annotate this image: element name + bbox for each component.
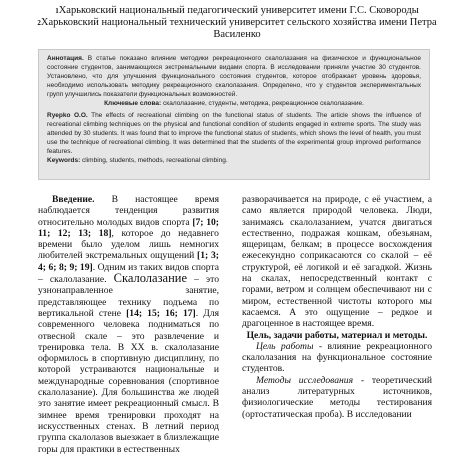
goal-paragraph: Цель работы - влияние рекреационного скалолазания на функциональное состояние студентов. bbox=[242, 340, 432, 375]
nature-paragraph: разворачивается на природе, с её участием, а само является природой человека. Люди, занимаясь скалолазанием, учатся двигаться естественно, подражая кошкам, обезьянам, ящерицам, белкам; в процессе восхождения ежесекундно соприкасаются со скалой – её структурой, её логикой и её загадкой. Жизнь на скалах, непосредственный контакт с горами, ветром и солнцем обеспечивают ни с миром, естественной чистоты которого мы касаемся. А это ощущение – редкое и драгоценное в настоящее время. bbox=[242, 194, 432, 330]
abstract-ru-text: В статье показано влияние методики рекреационного скалолазания на физическое и функциональное состояние студентов, занимающихся экстремальными видами спорта. В исследовании приняли участие 30 студентов. Установлено, что для улучшения функционального состояния студентов, которое отображает уровень здоровья, необходимо использовать методику рекреационного скалолазания. Определено, что у студентов экспериментальных групп улучшились показатели функциональных возможностей. bbox=[47, 55, 421, 98]
right-column bbox=[242, 194, 432, 420]
citation: [7; 10; 11; 12; 13; 18] bbox=[38, 216, 220, 239]
intro-paragraph: Введение. В настоящее время наблюдается тенденция развития относительно молодых видов спорта [7; 10; 11; 12; 13; 18], которое до недавнего времени было уделом лишь немногих любителей экстремальных ощущений [1; 3; 4; 6; 8; 9; 19]. Одним из таких видов спорта – скалолазание. Скалолазание – это узнонаправленное занятие, представляющее технику подъема по вертикальной стене [14; 15; 16; 17]. Для современного человека подниматься по отвесной скале – это развлечение и тренировка тела. В XX в. скалолазание оформилось в спортивную дисциплину, по которой устраиваются национальные и международные соревнования (спортивное скалолазание). Для большинства же людей это занятие имеет рекреационный смысл. В зимнее время тренировки проходят на искусственных стенах. В летний период группа скалолазов выезжает в близлежащие горы для практики в естественных bbox=[38, 194, 220, 455]
affiliation-1-text: Харьковский национальный педагогический университет имени Г.С. Сковороды bbox=[58, 5, 419, 16]
affiliation-2: $^2$Харьковский национальный технический университет сельского хозяйства имени Петра bbox=[37, 17, 437, 28]
keywords-en-text: climbing, students, methods, recreational climbing. bbox=[82, 157, 228, 164]
methods-paragraph: Методы исследования - теоретический анализ литературных источников, физиологические методы тестирования (ортостатическая проба). В исследовании bbox=[242, 374, 433, 420]
methods-label: Методы исследования bbox=[256, 374, 354, 386]
goal-label: Цель работы bbox=[256, 340, 314, 352]
abstract-ru bbox=[47, 54, 421, 99]
keywords-en bbox=[47, 156, 421, 165]
section-heading: Цель, задачи работы, материал и методы. bbox=[246, 329, 428, 341]
intro-heading: Введение. bbox=[52, 194, 95, 205]
keywords-ru bbox=[47, 99, 421, 108]
term-highlight: Скалолазание bbox=[113, 271, 188, 286]
keywords-ru-text: скалолазание, студенты, методика, рекреационное скалолазание. bbox=[162, 100, 364, 107]
affiliation-2-continued: Василенко bbox=[213, 29, 261, 40]
abstract-box bbox=[38, 49, 430, 180]
abstract-en bbox=[47, 111, 421, 156]
keywords-ru-label: Ключевые слова: bbox=[104, 100, 162, 107]
keywords-en-label: Keywords: bbox=[47, 157, 81, 164]
citation: [14; 15; 16; 17] bbox=[126, 307, 196, 319]
abstract-ru-label: Аннотация. bbox=[47, 55, 84, 62]
citation: [1; 3; 4; 6; 8; 9; 19] bbox=[38, 250, 219, 273]
abstract-en-text: The effects of recreational climbing on the functional status of students. The article shows the influence of recreational climbing techniques on the physical and functional condition of students engaged in extreme sports. The study was attended by 30 students. It was found that to improve the functional status of students, which shows the level of health, you must use the technique of recreational climbing. It was determined that the students of the experimental group improved performance features. bbox=[47, 112, 421, 155]
abstract-en-author: Ryepko O.O. bbox=[47, 112, 88, 119]
left-column bbox=[38, 194, 219, 455]
affiliation-1: $^1$Харьковский национальный педагогический университет имени Г.С. Сковороды bbox=[55, 5, 419, 16]
affiliation-2-text: Харьковский национальный технический университет сельского хозяйства имени Петра bbox=[40, 17, 437, 28]
